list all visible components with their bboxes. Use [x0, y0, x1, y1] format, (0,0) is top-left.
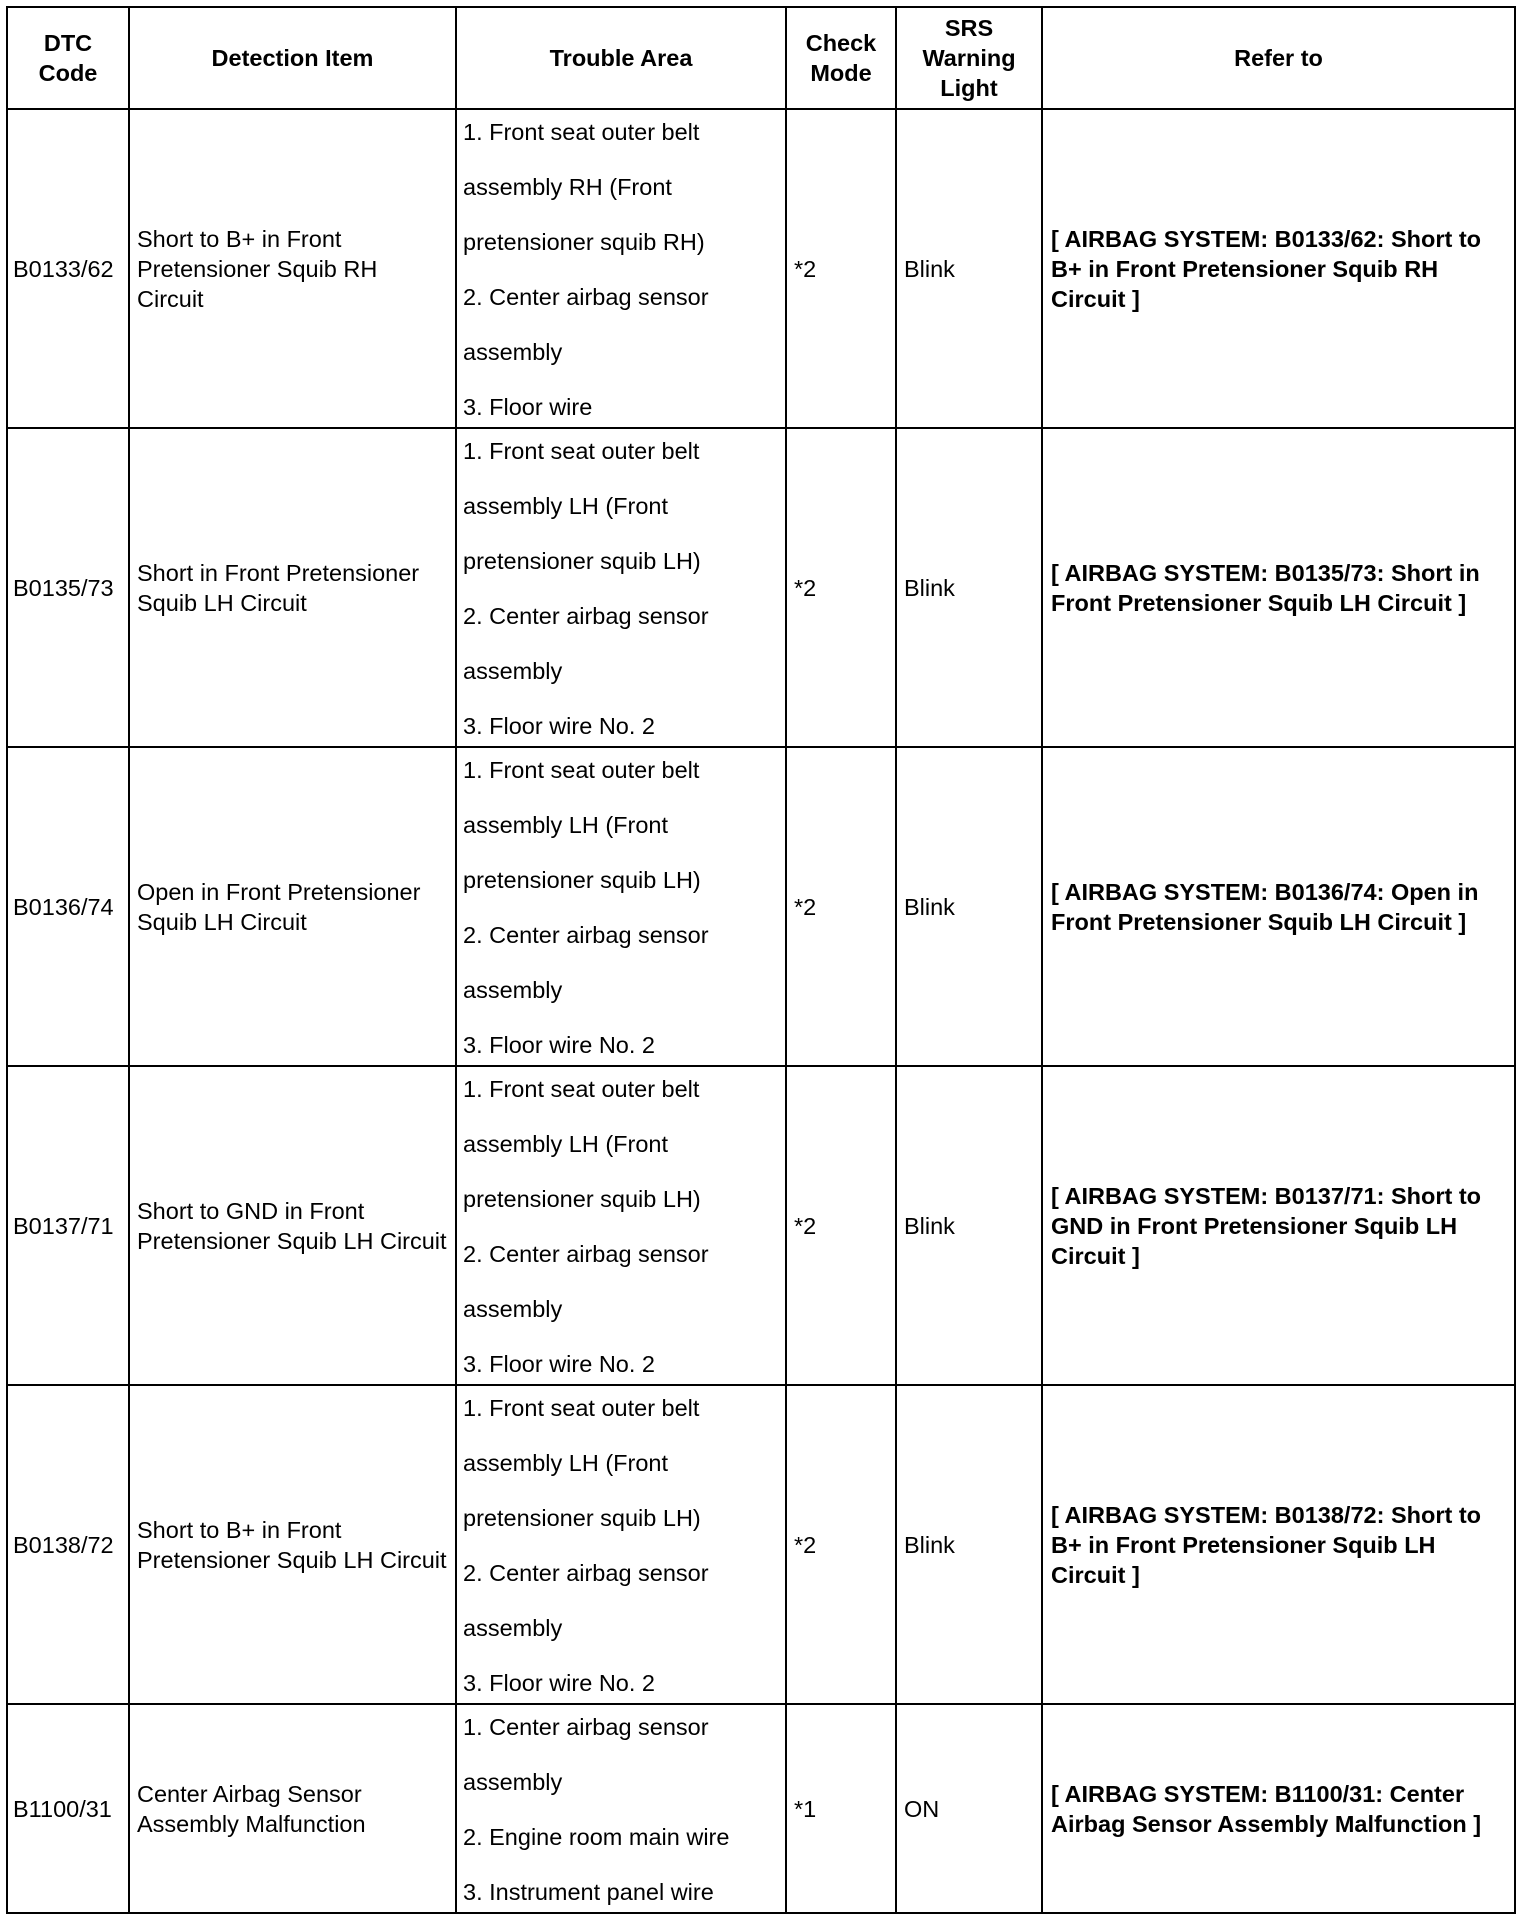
detection-item-cell: Short in Front Pretensioner Squib LH Circuit: [129, 428, 456, 747]
srs-warning-light-cell: Blink: [896, 747, 1042, 1066]
detection-item-cell: Short to B+ in Front Pretensioner Squib RH Circuit: [129, 109, 456, 428]
trouble-area-cell: 1. Front seat outer belt assembly LH (Front pretensioner squib LH) 2. Center airbag sensor assembly 3. Floor wire No. 2: [456, 1385, 786, 1704]
check-mode-cell: *2: [786, 747, 896, 1066]
check-mode-cell: *1: [786, 1704, 896, 1913]
trouble-area-cell: 1. Center airbag sensor assembly 2. Engine room main wire 3. Instrument panel wire: [456, 1704, 786, 1913]
header-trouble-area: Trouble Area: [456, 7, 786, 109]
table-row: [7, 1066, 1515, 1385]
detection-item-cell: Open in Front Pretensioner Squib LH Circuit: [129, 747, 456, 1066]
table-row: [7, 747, 1515, 1066]
refer-to-link[interactable]: [ AIRBAG SYSTEM: B0135/73: Short in Front Pretensioner Squib LH Circuit ]: [1042, 428, 1515, 747]
header-check-mode: Check Mode: [786, 7, 896, 109]
dtc-code-cell: B0136/74: [7, 747, 129, 1066]
header-dtc-code: DTC Code: [7, 7, 129, 109]
srs-warning-light-cell: ON: [896, 1704, 1042, 1913]
refer-to-link[interactable]: [ AIRBAG SYSTEM: B0133/62: Short to B+ in Front Pretensioner Squib RH Circuit ]: [1042, 109, 1515, 428]
check-mode-cell: *2: [786, 109, 896, 428]
header-srs-warning-light: SRS Warning Light: [896, 7, 1042, 109]
dtc-code-cell: B0137/71: [7, 1066, 129, 1385]
check-mode-cell: *2: [786, 1385, 896, 1704]
detection-item-cell: Center Airbag Sensor Assembly Malfunction: [129, 1704, 456, 1913]
check-mode-cell: *2: [786, 1066, 896, 1385]
detection-item-cell: Short to B+ in Front Pretensioner Squib LH Circuit: [129, 1385, 456, 1704]
trouble-area-cell: 1. Front seat outer belt assembly LH (Front pretensioner squib LH) 2. Center airbag sensor assembly 3. Floor wire No. 2: [456, 428, 786, 747]
header-row: [7, 7, 1515, 109]
dtc-code-cell: B1100/31: [7, 1704, 129, 1913]
dtc-code-cell: B0133/62: [7, 109, 129, 428]
refer-to-link[interactable]: [ AIRBAG SYSTEM: B0137/71: Short to GND in Front Pretensioner Squib LH Circuit ]: [1042, 1066, 1515, 1385]
trouble-area-cell: 1. Front seat outer belt assembly LH (Front pretensioner squib LH) 2. Center airbag sensor assembly 3. Floor wire No. 2: [456, 1066, 786, 1385]
srs-warning-light-cell: Blink: [896, 109, 1042, 428]
trouble-area-cell: 1. Front seat outer belt assembly RH (Front pretensioner squib RH) 2. Center airbag sensor assembly 3. Floor wire: [456, 109, 786, 428]
header-refer-to: Refer to: [1042, 7, 1515, 109]
trouble-area-cell: 1. Front seat outer belt assembly LH (Front pretensioner squib LH) 2. Center airbag sensor assembly 3. Floor wire No. 2: [456, 747, 786, 1066]
srs-warning-light-cell: Blink: [896, 428, 1042, 747]
header-detection-item: Detection Item: [129, 7, 456, 109]
srs-warning-light-cell: Blink: [896, 1066, 1042, 1385]
refer-to-link[interactable]: [ AIRBAG SYSTEM: B0138/72: Short to B+ in Front Pretensioner Squib LH Circuit ]: [1042, 1385, 1515, 1704]
dtc-table: [6, 6, 1516, 1914]
detection-item-cell: Short to GND in Front Pretensioner Squib LH Circuit: [129, 1066, 456, 1385]
table-row: [7, 1704, 1515, 1913]
table-row: [7, 109, 1515, 428]
check-mode-cell: *2: [786, 428, 896, 747]
refer-to-link[interactable]: [ AIRBAG SYSTEM: B1100/31: Center Airbag Sensor Assembly Malfunction ]: [1042, 1704, 1515, 1913]
table-row: [7, 1385, 1515, 1704]
srs-warning-light-cell: Blink: [896, 1385, 1042, 1704]
table-row: [7, 428, 1515, 747]
refer-to-link[interactable]: [ AIRBAG SYSTEM: B0136/74: Open in Front Pretensioner Squib LH Circuit ]: [1042, 747, 1515, 1066]
dtc-code-cell: B0135/73: [7, 428, 129, 747]
dtc-code-cell: B0138/72: [7, 1385, 129, 1704]
